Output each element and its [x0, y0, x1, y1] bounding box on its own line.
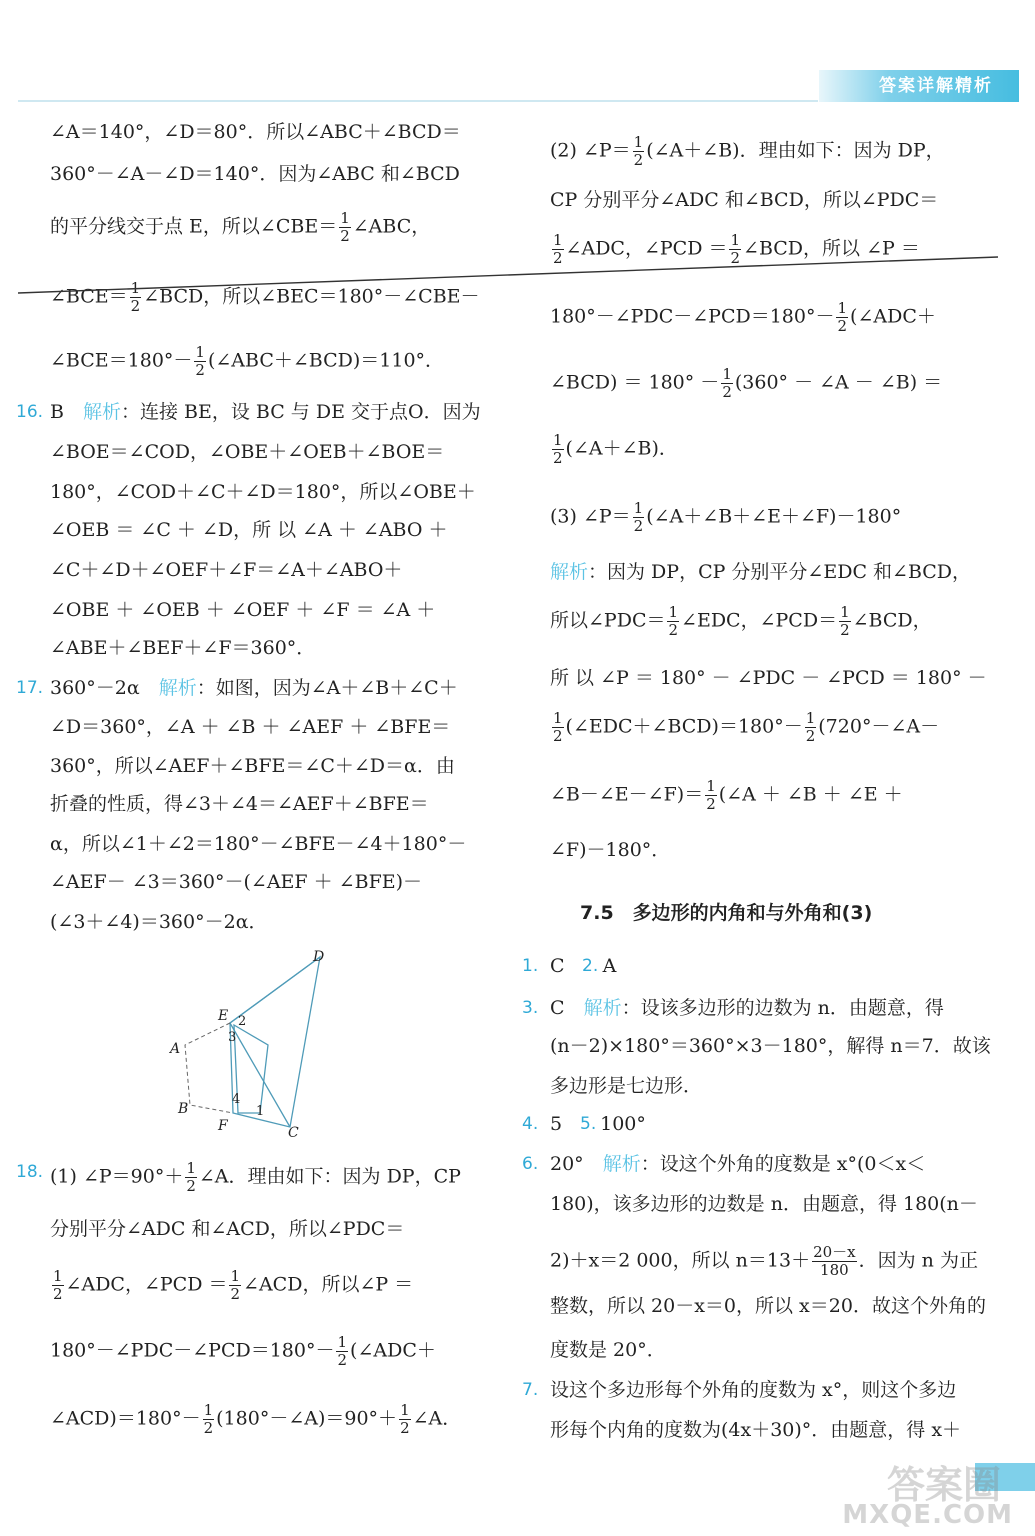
text-line: ∠C＋∠D＋∠OEF＋∠F＝∠A＋∠ABO＋ — [50, 559, 403, 581]
question-number: 1. — [522, 956, 539, 976]
text-line: ∠AEF－ ∠3＝360°－(∠AEF ＋ ∠BFE)－ — [50, 871, 423, 893]
question-number: 3. — [522, 998, 539, 1018]
answer-1-2: C A — [550, 955, 617, 977]
text-line: (n－2)×180°＝360°×3－180°，解得 n＝7．故该 — [550, 1035, 991, 1057]
analysis-label: 解析 — [550, 561, 589, 583]
question-number: 4. — [522, 1114, 539, 1134]
text-line: ∠D＝360°，∠A ＋ ∠B ＋ ∠AEF ＋ ∠BFE＝ — [50, 716, 451, 738]
text-line: 180°，∠COD＋∠C＋∠D＝180°，所以∠OBE＋ — [50, 481, 476, 503]
text-line: 的平分线交于点 E，所以∠CBE＝ $\frac{1}{2}$ ∠ABC， — [50, 209, 431, 245]
fraction-half: $\frac{1}{2}$ — [337, 1333, 348, 1369]
text-line: ∠OEB ＝ ∠C ＋ ∠D，所 以 ∠A ＋ ∠ABO ＋ — [50, 519, 448, 541]
fraction-half: $\frac{1}{2}$ — [722, 365, 732, 401]
question-number: 7. — [522, 1380, 539, 1400]
text-line: $\frac{1}{2}$ (∠EDC＋∠BCD)＝180°－ $\frac{1}{2}$ (720°－∠A－ — [553, 709, 940, 745]
fraction-half: $\frac{1}{2}$ — [400, 1401, 410, 1437]
label-2: 2 — [238, 1014, 247, 1029]
question-number: 2. — [582, 956, 599, 976]
text-line: α，所以∠1＋∠2＝180°－∠BFE－∠4＋180°－ — [50, 833, 467, 855]
fraction-20-x: $\frac{20-x}{180}$ — [813, 1243, 856, 1279]
fraction-half: $\frac{1}{2}$ — [633, 499, 644, 535]
analysis-label: 解析 — [158, 677, 197, 699]
geometry-diagram — [160, 945, 340, 1145]
text-line: 180°－∠PDC－∠PCD＝180°－ $\frac{1}{2}$ (∠ADC＋ — [50, 1333, 436, 1369]
text-line: 180)，该多边形的边数是 n．由题意，得 180(n－ — [550, 1193, 978, 1215]
header-rule — [18, 100, 818, 102]
text-line: ∠BCD) ＝ 180° － $\frac{1}{2}$ (360° － ∠A － ∠B) ＝ — [550, 365, 943, 401]
text-line: (∠3＋∠4)＝360°－2α． — [50, 911, 268, 933]
fraction-half: $\frac{1}{2}$ — [203, 1401, 214, 1437]
analysis-label: 解析 — [82, 401, 121, 423]
text-line: ∠OBE ＋ ∠OEB ＋ ∠OEF ＋ ∠F ＝ ∠A ＋ — [50, 599, 436, 621]
fraction-half: $\frac{1}{2}$ — [668, 603, 679, 639]
label-A: A — [170, 1041, 181, 1057]
text-line: 形每个内角的度数为(4x＋30)°．由题意，得 x＋ — [550, 1419, 962, 1441]
fraction-half: $\frac{1}{2}$ — [230, 1267, 241, 1303]
fraction-half: $\frac{1}{2}$ — [195, 343, 205, 379]
text-line: (3) ∠P＝ $\frac{1}{2}$ (∠A＋∠B＋∠E＋∠F)－180° — [550, 499, 902, 535]
text-line: CP 分别平分∠ADC 和∠BCD，所以∠PDC＝ — [550, 189, 939, 211]
text-line: 360°，所以∠AEF＋∠BFE＝∠C＋∠D＝α．由 — [50, 755, 455, 777]
fraction-half: $\frac{1}{2}$ — [340, 209, 350, 245]
question-number: 6. — [522, 1154, 539, 1174]
text-line: 解析：因为 DP，CP 分别平分∠EDC 和∠BCD， — [550, 561, 972, 583]
fraction-half: $\frac{1}{2}$ — [53, 1267, 63, 1303]
label-1: 1 — [256, 1104, 265, 1119]
text-line: $\frac{1}{2}$ (∠A＋∠B)． — [553, 431, 678, 467]
section-title: 7.5 多边形的内角和与外角和(3) — [580, 902, 873, 924]
analysis-label: 解析 — [602, 1153, 641, 1175]
text-line: ∠A＝140°，∠D＝80°．所以∠ABC＋∠BCD＝ — [50, 121, 461, 143]
text-line: ∠BCE＝ $\frac{1}{2}$ ∠BCD，所以∠BEC＝180°－∠CBE－ — [50, 279, 480, 315]
text-line: $\frac{1}{2}$ ∠ADC，∠PCD ＝ $\frac{1}{2}$ ∠ACD，所以∠P ＝ — [53, 1267, 414, 1303]
text-line: ∠ACD)＝180°－ $\frac{1}{2}$ (180°－∠A)＝90°＋ $\frac{1}{2}$ ∠A． — [50, 1401, 462, 1437]
text-line: 度数是 20°． — [550, 1339, 666, 1361]
analysis-label: 解析 — [583, 997, 622, 1019]
text-line: 360°－∠A－∠D＝140°．因为∠ABC 和∠BCD — [50, 163, 460, 185]
watermark-text: 答案圈 — [886, 1463, 1001, 1507]
text-line: 2)＋x＝2 000，所以 n＝13＋ $\frac{20-x}{180}$ ．因为 n 为正 — [550, 1243, 978, 1279]
question-18: (1) ∠P＝90°＋ $\frac{1}{2}$ ∠A．理由如下：因为 DP，CP — [50, 1159, 461, 1195]
answer-3: C 解析：设该多边形的边数为 n．由题意，得 — [550, 997, 944, 1019]
fraction-half: $\frac{1}{2}$ — [553, 709, 563, 745]
fraction-half: $\frac{1}{2}$ — [186, 1159, 196, 1195]
text-line: 多边形是七边形． — [550, 1075, 703, 1097]
text-line: (2) ∠P＝ $\frac{1}{2}$ (∠A＋∠B)．理由如下：因为 DP， — [550, 133, 945, 169]
label-4: 4 — [232, 1092, 241, 1107]
watermark-url: MXQE.COM — [842, 1500, 1013, 1530]
text-line: 整数，所以 20－x＝0，所以 x＝20．故这个外角的 — [550, 1295, 986, 1317]
question-number: 5. — [580, 1114, 597, 1134]
text-line: ∠BOE＝∠COD，∠OBE＋∠OEB＋∠BOE＝ — [50, 441, 445, 463]
answer-4-5: 5 100° — [550, 1113, 646, 1135]
header-tab: 答案详解精析 — [819, 70, 1019, 102]
answer-7: 设这个多边形每个外角的度数为 x°，则这个多边 — [550, 1379, 957, 1401]
fraction-half: $\frac{1}{2}$ — [706, 777, 716, 813]
fraction-half: $\frac{1}{2}$ — [553, 431, 563, 467]
outer-quad-line — [230, 957, 320, 1127]
text-line: ∠ABE＋∠BEF＋∠F＝360°． — [50, 637, 316, 659]
watermark-logo — [831, 1460, 1021, 1530]
question-number: 17. — [16, 678, 44, 698]
label-F: F — [218, 1118, 228, 1134]
fraction-half: $\frac{1}{2}$ — [730, 231, 741, 267]
text-line: 所 以 ∠P ＝ 180° － ∠PDC － ∠PCD ＝ 180° － — [550, 667, 987, 689]
label-C: C — [288, 1125, 299, 1141]
answer-6: 20° 解析：设这个外角的度数是 x°(0＜x＜ — [550, 1153, 926, 1175]
question-number: 16. — [16, 402, 44, 422]
fraction-half: $\frac{1}{2}$ — [130, 279, 141, 315]
text-line: ∠BCE＝180°－ $\frac{1}{2}$ (∠ABC＋∠BCD)＝110°． — [50, 343, 445, 379]
text-line: 180°－∠PDC－∠PCD＝180°－ $\frac{1}{2}$ (∠ADC＋ — [550, 299, 936, 335]
fraction-half: $\frac{1}{2}$ — [805, 709, 816, 745]
fraction-half: $\frac{1}{2}$ — [633, 133, 644, 169]
fraction-half: $\frac{1}{2}$ — [553, 231, 563, 267]
question-number: 18. — [16, 1162, 44, 1182]
label-B: B — [178, 1101, 189, 1117]
text-line: 折叠的性质，得∠3＋∠4＝∠AEF＋∠BFE＝ — [50, 793, 429, 815]
label-3: 3 — [228, 1030, 237, 1045]
label-E: E — [218, 1008, 229, 1024]
question-17: 360°－2α 解析：如图，因为∠A＋∠B＋∠C＋ — [50, 677, 458, 699]
dashed-fold — [185, 1023, 233, 1113]
text-line: 分别平分∠ADC 和∠ACD，所以∠PDC＝ — [50, 1218, 405, 1240]
text-line: ∠F)－180°． — [550, 839, 671, 861]
text-line: 所以∠PDC＝ $\frac{1}{2}$ ∠EDC，∠PCD＝ $\frac{1}{2}$ ∠BCD， — [550, 603, 932, 639]
fraction-half: $\frac{1}{2}$ — [837, 299, 848, 335]
label-D: D — [313, 949, 325, 965]
text-line: $\frac{1}{2}$ ∠ADC，∠PCD ＝ $\frac{1}{2}$ ∠BCD，所以 ∠P ＝ — [553, 231, 920, 267]
question-16: B 解析：连接 BE，设 BC 与 DE 交于点O．因为 — [50, 401, 481, 423]
fraction-half: $\frac{1}{2}$ — [840, 603, 850, 639]
text-line: ∠B－∠E－∠F)＝ $\frac{1}{2}$ (∠A ＋ ∠B ＋ ∠E ＋ — [550, 777, 903, 813]
